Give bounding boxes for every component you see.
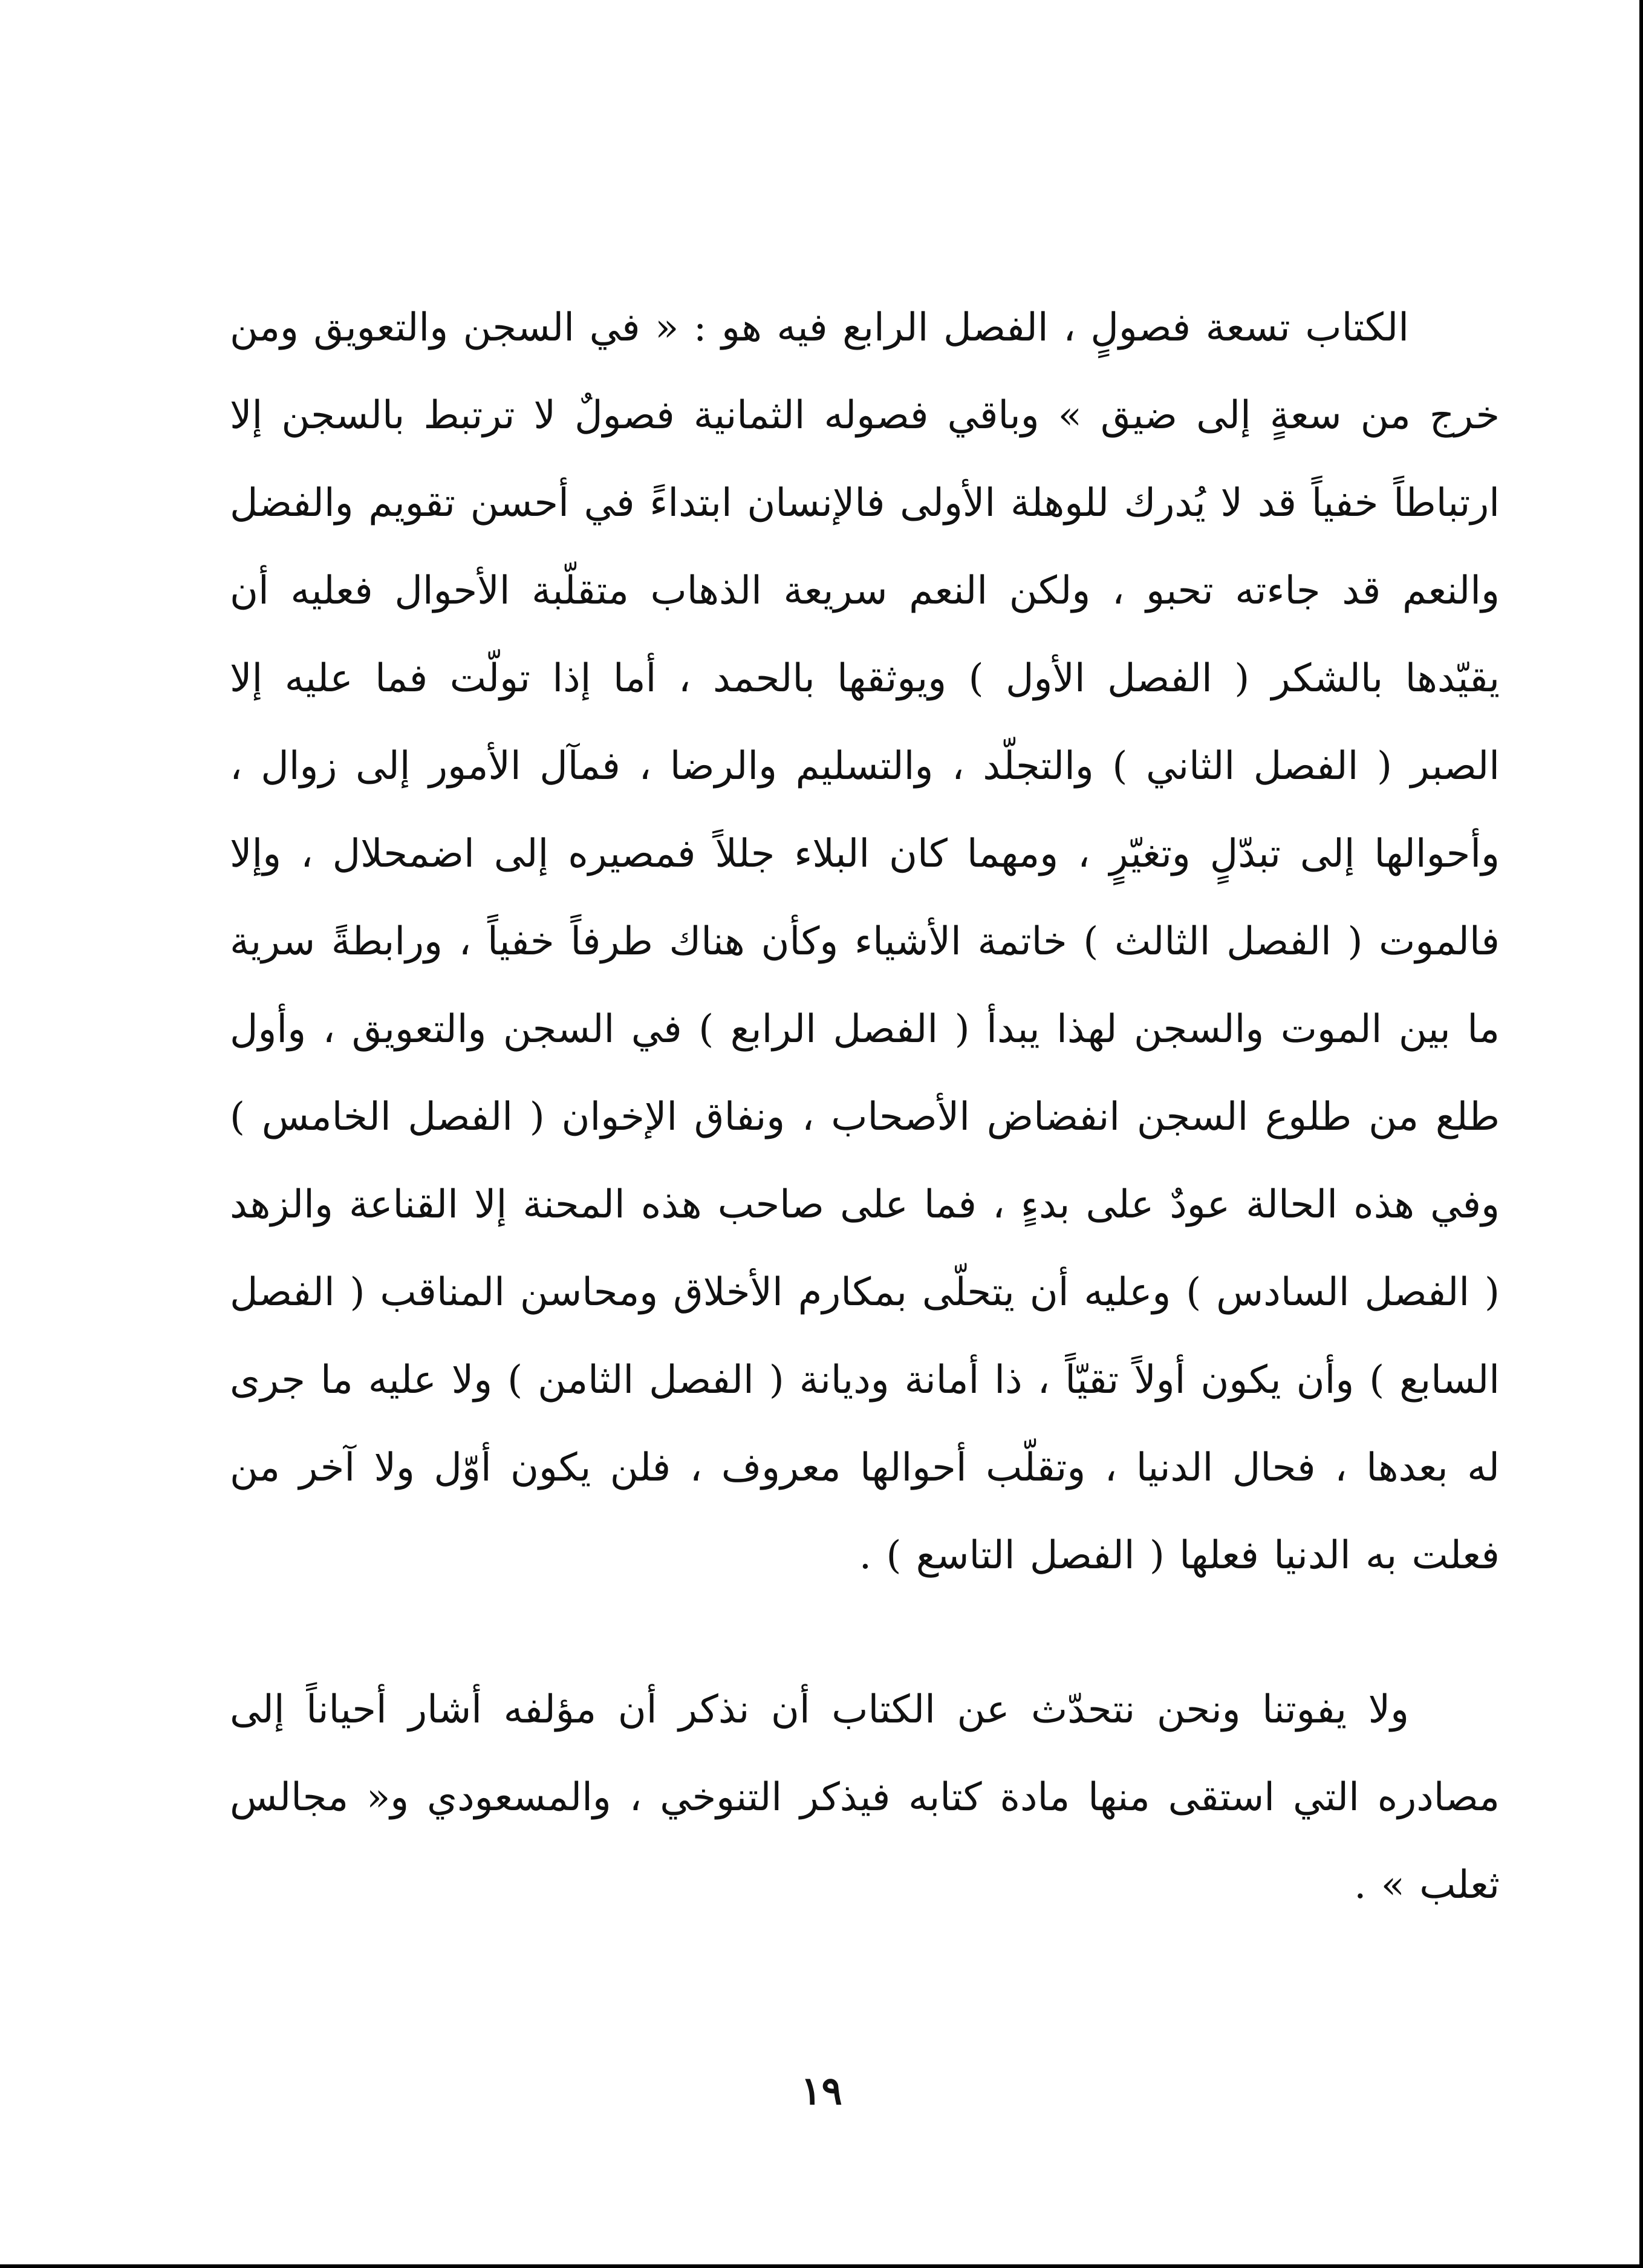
paragraph-sources: ولا يفوتنا ونحن نتحدّث عن الكتاب أن نذكر أن مؤلفه أشار أحياناً إلى مصادره التي استقى منها مادة كتابه فيذكر التنوخي ، والمسعودي و« مجالس ثعلب » . — [230, 1687, 1500, 1908]
page-border-right — [1639, 0, 1643, 2268]
paragraph-chapters: الكتاب تسعة فصولٍ ، الفصل الرابع فيه هو : « في السجن والتعويق ومن خرج من سعةٍ إلى ضيق » وباقي فصوله الثمانية فصولٌ لا ترتبط بالسجن إلا ارتباطاً خفياً قد لا يُدرك للوهلة الأولى فالإنسان ابتداءً في أحسن تقويم والفضل والنعم قد جاءته تحبو ، ولكن النعم سريعة الذهاب متقلّبة الأحوال فعليه أن يقيّدها بالشكر ( الفصل الأول ) ويوثقها بالحمد ، أما إذا تولّت فما عليه إلا الصبر ( الفصل الثاني ) والتجلّد ، والتسليم والرضا ، فمآل الأمور إلى زوال ، وأحوالها إلى تبدّلٍ وتغيّرٍ ، ومهما كان البلاء جللاً فمصيره إلى اضمحلال ، وإلا فالموت ( الفصل الثالث ) خاتمة الأشياء وكأن هناك طرفاً خفياً ، ورابطةً سرية ما بين الموت والسجن لهذا يبدأ ( الفصل الرابع ) في السجن والتعويق ، وأول طلع من طلوع السجن انفضاض الأصحاب ، ونفاق الإخوان ( الفصل الخامس ) وفي هذه الحالة عودٌ على بدءٍ ، فما على صاحب هذه المحنة إلا القناعة والزهد ( الفصل السادس ) وعليه أن يتحلّى بمكارم الأخلاق ومحاسن المناقب ( الفصل السابع ) وأن يكون أولاً تقيّاً ، ذا أمانة وديانة ( الفصل الثامن ) ولا عليه ما جرى له بعدها ، فحال الدنيا ، وتقلّب أحوالها معروف ، فلن يكون أوّل ولا آخر من فعلت به الدنيا فعلها ( الفصل التاسع ) . — [230, 305, 1500, 1578]
page-border-bottom — [0, 2264, 1643, 2268]
body-text — [230, 284, 1500, 1929]
page-number: ١٩ — [801, 2068, 842, 2114]
